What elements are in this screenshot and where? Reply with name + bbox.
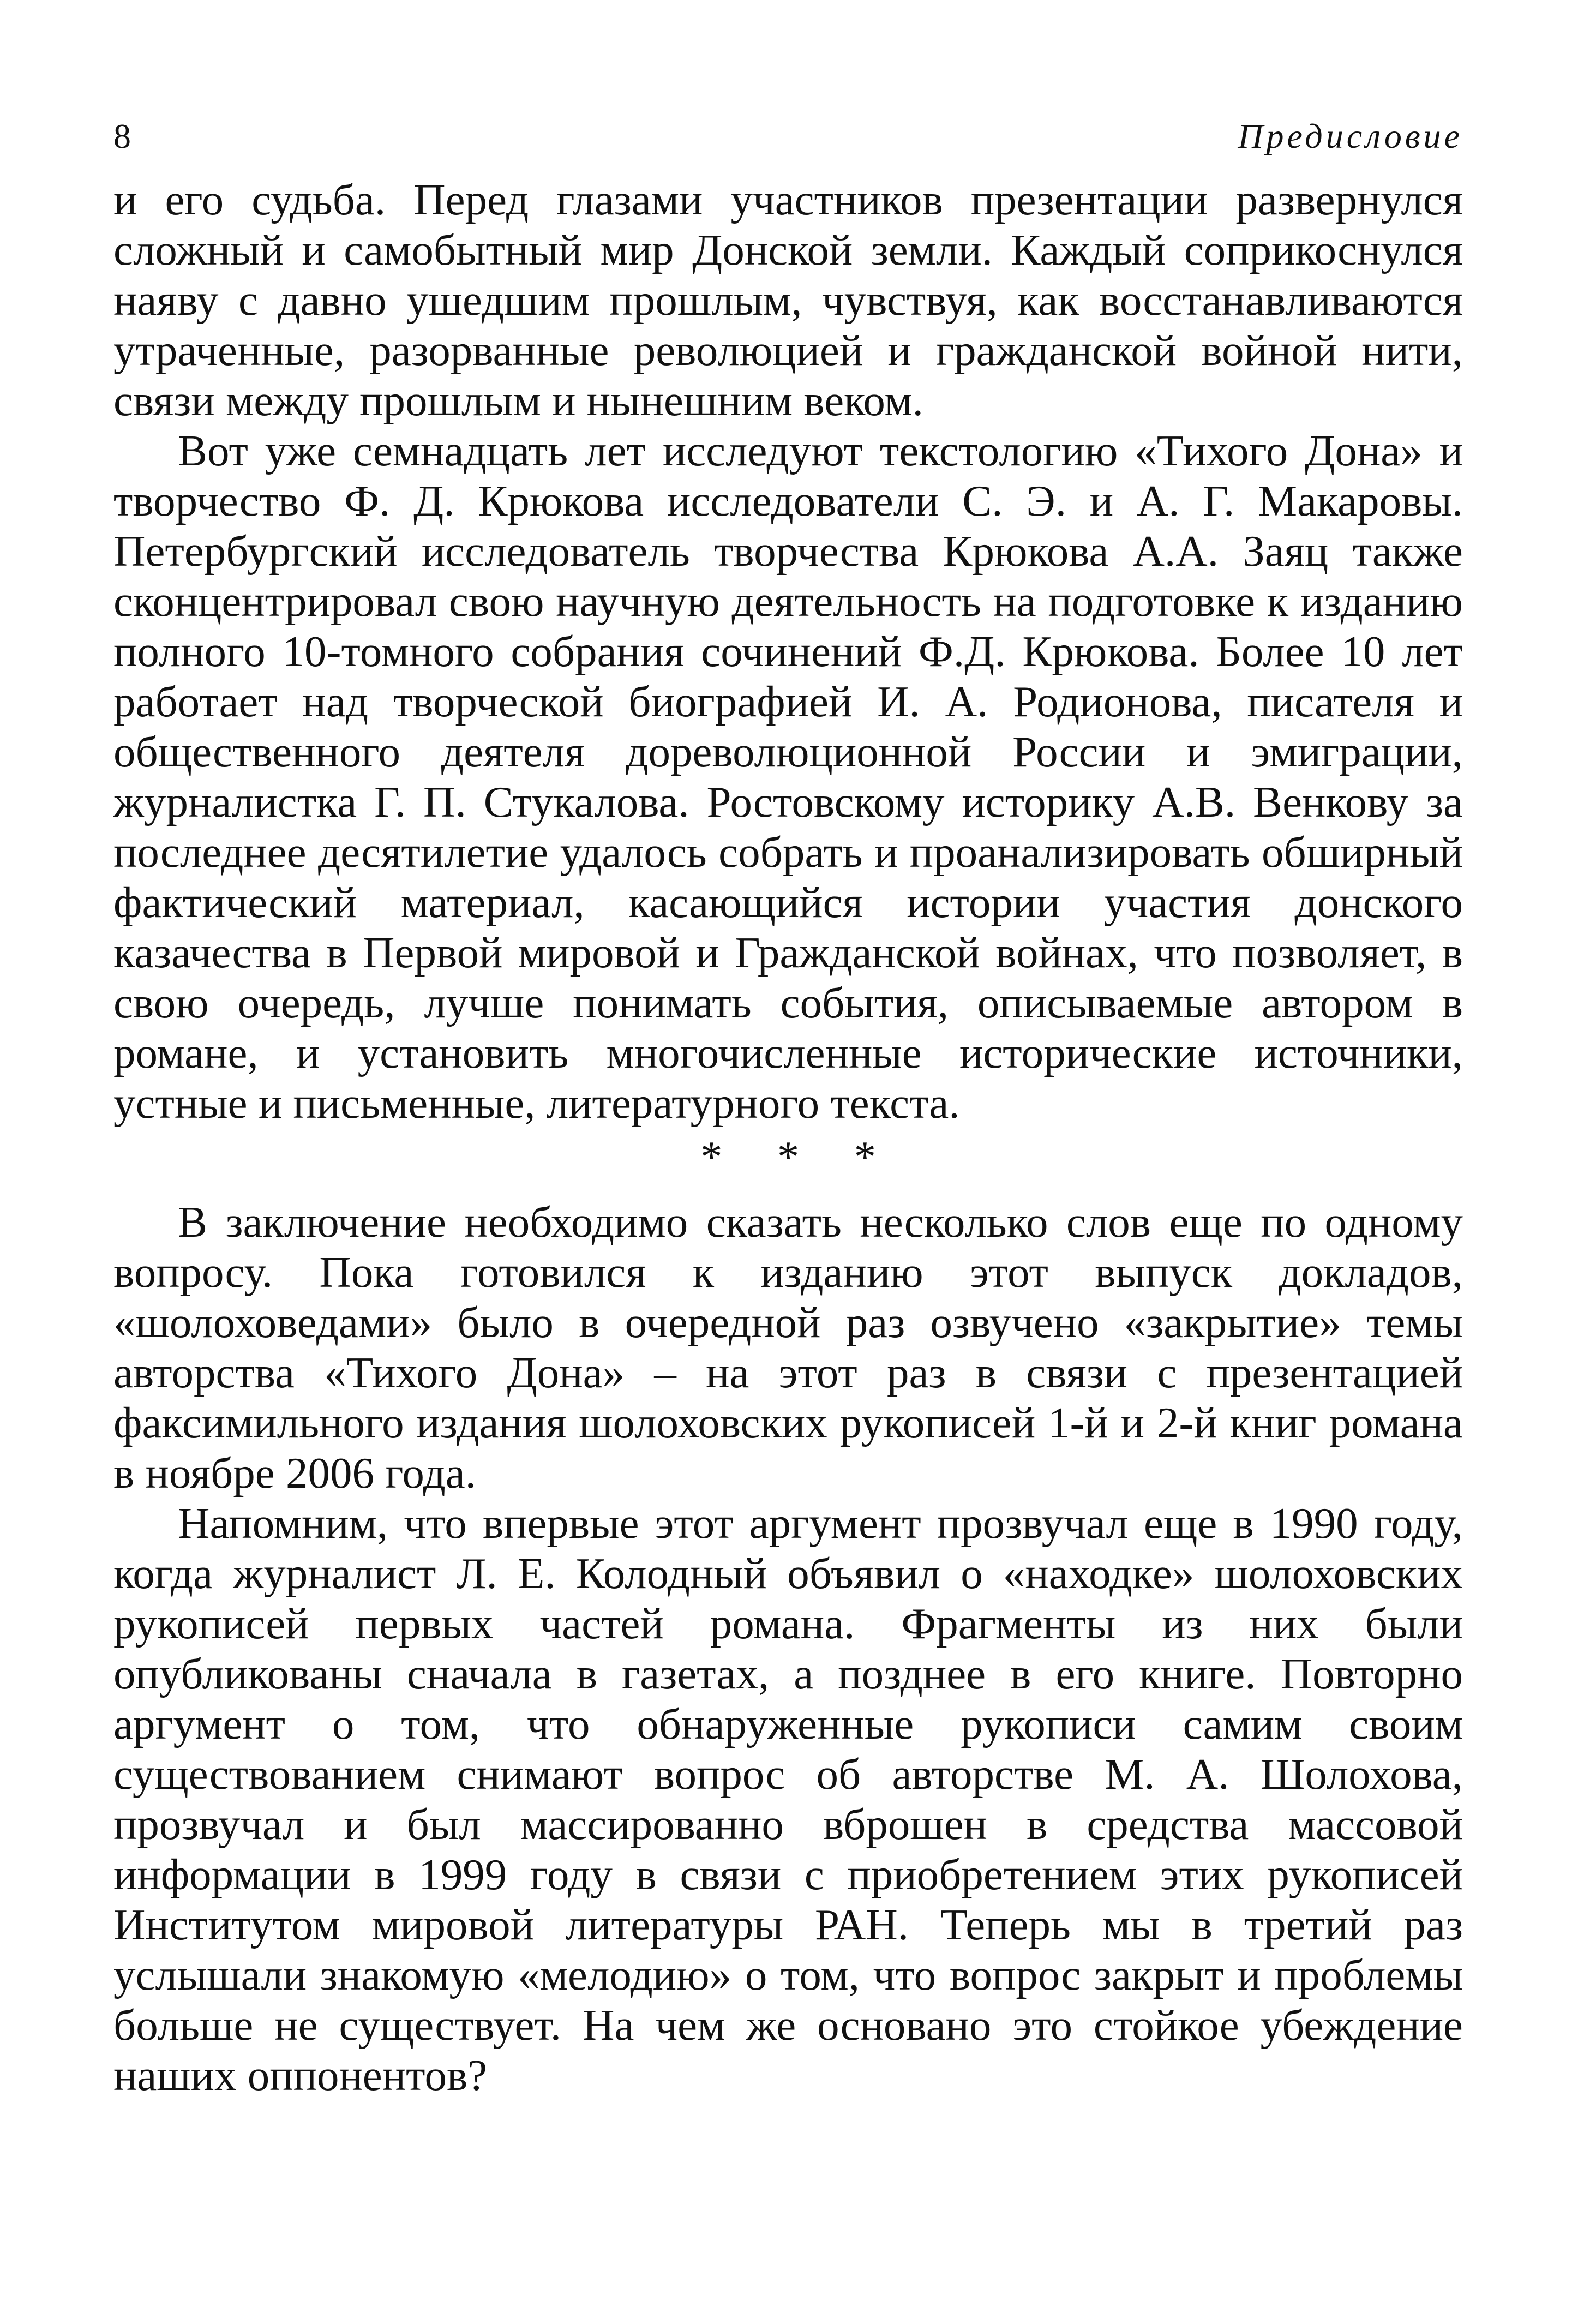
running-head [113, 98, 1463, 175]
paragraph-argument: Напомним, что впервые этот аргумент прозвучал еще в 1990 году, когда журналист Л. Е. Колодный объявил о «находке» шолоховских рукописей первых частей романа. Фрагменты из них были опубликованы сначала в газетах, а позднее в его книге. Повторно аргумент о том, что обнаруженные рукописи самим своим существованием снимают вопрос об авторстве М. А. Шолохова, прозвучал и был массированно вброшен в средства массовой информации в 1999 году в связи с приобретением этих рукописей Институтом мировой литературы РАН. Теперь мы в третий раз услышали знакомую «мелодию» о том, что вопрос закрыт и проблемы больше не существует. На чем же основано это стойкое убеждение наших оппонентов? [113, 1499, 1463, 2100]
book-page [113, 98, 1463, 2259]
section-title: Предисловие [1238, 117, 1463, 155]
body-text [113, 175, 1463, 2100]
paragraph-researchers: Вот уже семнадцать лет исследуют текстологию «Тихого Дона» и творчество Ф. Д. Крюкова исследователи С. Э. и А. Г. Макаровы. Петербургский исследователь творчества Крюкова А.А. Заяц также сконцентрировал свою научную деятельность на подготовке к изданию полного 10-томного собрания сочинений Ф.Д. Крюкова. Более 10 лет работает над творческой биографией И. А. Родионова, писателя и общественного деятеля дореволюционной России и эмиграции, журналистка Г. П. Стукалова. Ростовскому историку А.В. Венкову за последнее десятилетие удалось собрать и проанализировать обширный фактический материал, касающийся истории участия донского казачества в Первой мировой и Гражданской войнах, что позволяет, в свою очередь, лучше понимать события, описываемые автором в романе, и установить многочисленные исторические источники, устные и письменные, литературного текста. [113, 426, 1463, 1128]
section-separator: * * * [700, 1132, 898, 1181]
paragraph-conclusion: В заключение необходимо сказать несколько слов еще по одному вопросу. Пока готовился к изданию этот выпуск докладов, «шолоховедами» было в очередной раз озвучено «закрытие» темы авторства «Тихого Дона» – на этот раз в связи с презентацией факсимильного издания шолоховских рукописей 1-й и 2-й книг романа в ноябре 2006 года. [113, 1197, 1463, 1498]
paragraph-continued: и его судьба. Перед глазами участников презентации развернулся сложный и самобытный мир Донской земли. Каждый соприкоснулся наяву с давно ушедшим прошлым, чувствуя, как восстанавливаются утраченные, разорванные революцией и гражданской войной нити, связи между прошлым и нынешним веком. [113, 175, 1463, 425]
page-number: 8 [113, 117, 131, 155]
